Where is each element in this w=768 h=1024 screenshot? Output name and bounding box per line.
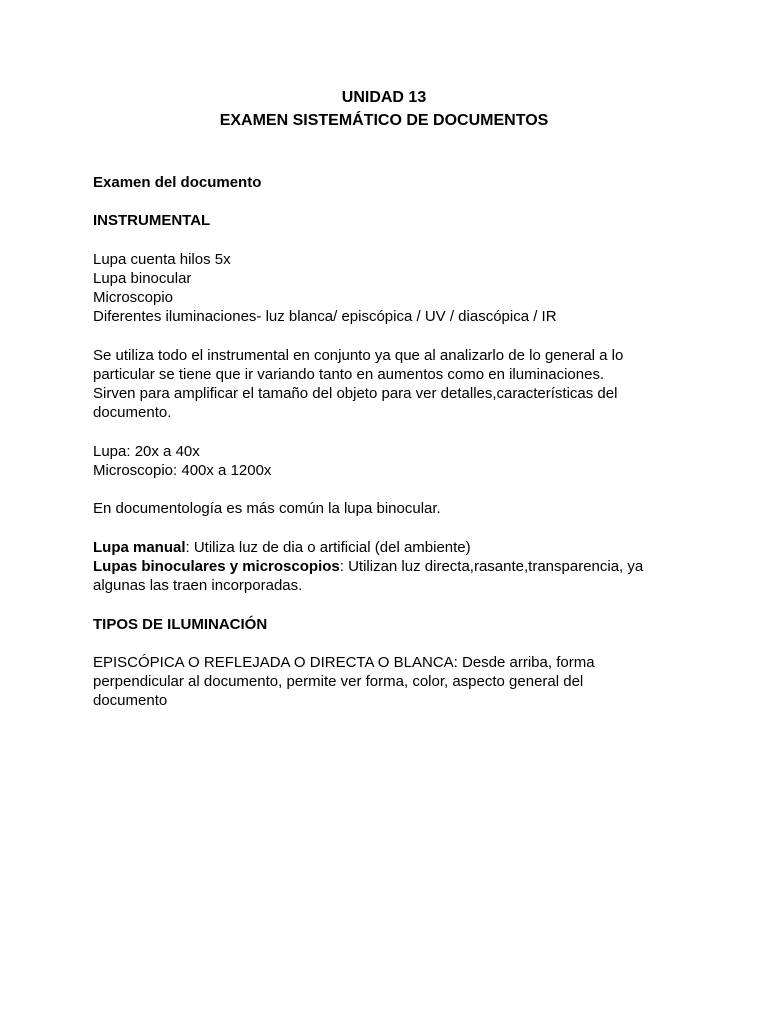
episcopic-line: perpendicular al documento, permite ver forma, color, aspecto general del: [93, 673, 584, 691]
episcopic-line: EPISCÓPICA O REFLEJADA O DIRECTA O BLANCA: Desde arriba, forma: [93, 653, 595, 671]
common-note: En documentología es más común la lupa binocular.: [93, 500, 441, 518]
lupa-types-paragraph: [93, 538, 678, 596]
magnification-item: Microscopio: 400x a 1200x: [93, 461, 272, 479]
episcopic-paragraph: [93, 653, 678, 711]
instrumental-heading: INSTRUMENTAL: [93, 212, 211, 230]
instrument-item: Diferentes iluminaciones- luz blanca/ episcópica / UV / diascópica / IR: [93, 308, 557, 326]
instrument-item: Lupa binocular: [93, 269, 192, 287]
lupa-manual-line: [93, 538, 678, 557]
lupa-manual-label: Lupa manual: [93, 538, 186, 556]
illumination-heading: TIPOS DE ILUMINACIÓN: [93, 615, 268, 633]
usage-line: particular se tiene que ir variando tanto en aumentos como en iluminaciones.: [93, 365, 605, 383]
lupas-binoculares-label: Lupas binoculares y microscopios: [93, 557, 340, 575]
lupas-binoculares-continuation: algunas las traen incorporadas.: [93, 577, 303, 595]
lupas-binoculares-line: [93, 557, 678, 576]
magnification-item: Lupa: 20x a 40x: [93, 442, 200, 460]
instrument-item: Microscopio: [93, 289, 174, 307]
document-body: [93, 173, 678, 730]
lupa-manual-text: : Utiliza luz de dia o artificial (del ambiente): [185, 538, 471, 556]
instrument-item: Lupa cuenta hilos 5x: [93, 250, 231, 268]
unit-label: UNIDAD 13: [341, 89, 427, 106]
magnification-list: [93, 442, 678, 480]
usage-paragraph: [93, 346, 678, 423]
title-block: [0, 86, 768, 132]
usage-line: Se utiliza todo el instrumental en conjunto ya que al analizarlo de lo general a lo: [93, 346, 624, 364]
main-title: EXAMEN SISTEMÁTICO DE DOCUMENTOS: [219, 112, 549, 129]
episcopic-line: documento: [93, 692, 168, 710]
lupas-binoculares-text: : Utilizan luz directa,rasante,transparencia, ya: [339, 557, 644, 575]
usage-line: documento.: [93, 404, 172, 422]
usage-line: Sirven para amplificar el tamaño del objeto para ver detalles,características del: [93, 385, 618, 403]
instrument-list: [93, 250, 678, 327]
section-heading: Examen del documento: [93, 174, 262, 191]
